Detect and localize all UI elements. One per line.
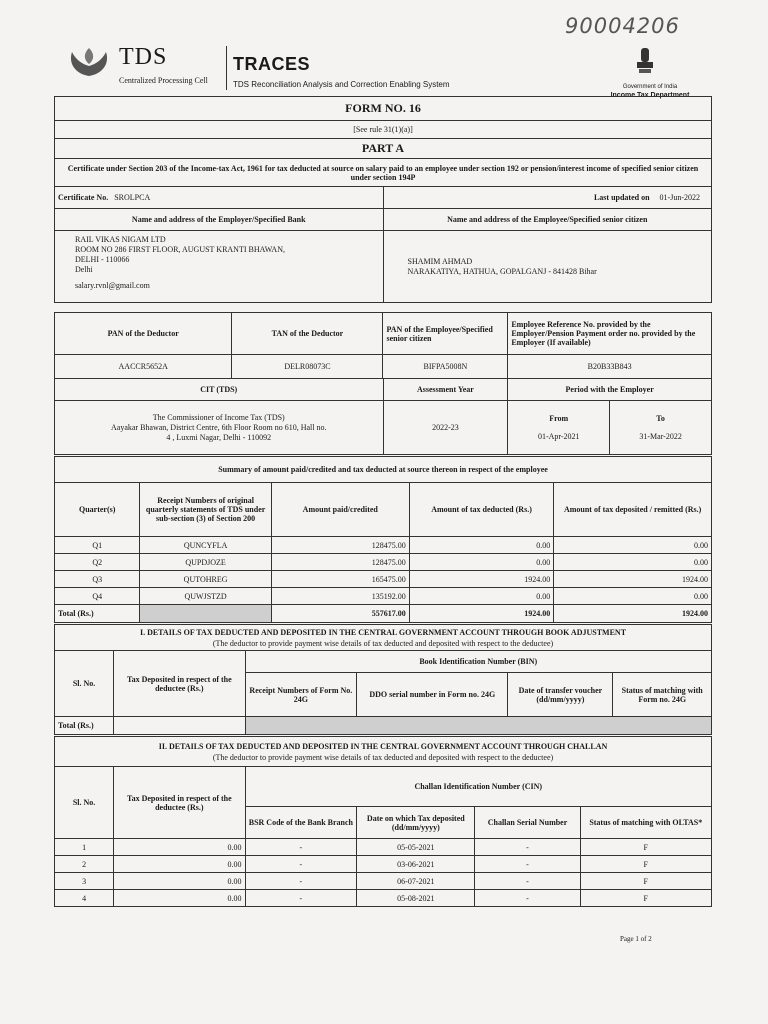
pan-deductor-label: PAN of the Deductor xyxy=(55,313,232,355)
deposit-date: 06-07-2021 xyxy=(357,873,475,890)
amount-paid: 128475.00 xyxy=(271,554,409,571)
oltas-status: F xyxy=(580,856,711,873)
tan: DELR08073C xyxy=(232,355,383,379)
pan-employee-label: PAN of the Employee/Specified senior citizen xyxy=(383,313,508,355)
period-from: 01-Apr-2021 xyxy=(537,431,580,441)
sl-no: 2 xyxy=(55,856,114,873)
quarter: Q4 xyxy=(55,588,140,605)
receipt-no: QUWJSTZD xyxy=(140,588,271,605)
handwritten-number: 90004206 xyxy=(565,14,680,38)
employer-line: ROOM NO 286 FIRST FLOOR, AUGUST KRANTI BHAWAN, xyxy=(75,245,285,254)
total-label: Total (Rs.) xyxy=(55,605,140,623)
tax-deposited: 0.00 xyxy=(554,588,712,605)
table-row xyxy=(55,856,712,873)
certificate-description: Certificate under Section 203 of the Income-tax Act, 1961 for tax deducted at source on salary paid to an employee under section 192 or pension/interest income of specified senior citizen under section 194P xyxy=(55,159,712,187)
employer-line: RAIL VIKAS NIGAM LTD xyxy=(75,235,166,244)
assessment-year: 2022-23 xyxy=(383,401,508,455)
summary-block xyxy=(54,456,712,623)
pan-deductor: AACCR5652A xyxy=(55,355,232,379)
table-row xyxy=(55,571,712,588)
quarter: Q1 xyxy=(55,537,140,554)
tax-deposited: 0.00 xyxy=(114,839,245,856)
table-row xyxy=(55,839,712,856)
emp-ref: B20B33B843 xyxy=(508,355,712,379)
oltas-status: F xyxy=(580,890,711,907)
tds-logo-sub: Centralized Processing Cell xyxy=(119,76,208,85)
receipt-no: QUTOHREG xyxy=(140,571,271,588)
period-label: Period with the Employer xyxy=(508,379,712,401)
part-a-block xyxy=(54,96,712,303)
book-col-header: Status of matching with Form no. 24G xyxy=(613,673,712,717)
book-tax-header: Tax Deposited in respect of the deductee (Rs.) xyxy=(114,651,245,717)
header xyxy=(62,44,722,99)
receipt-no: QUNCYFLA xyxy=(140,537,271,554)
page-number: Page 1 of 2 xyxy=(620,935,652,943)
tax-deducted: 0.00 xyxy=(409,554,554,571)
cit-line: Aayakar Bhawan, District Centre, 6th Floor Room no 610, Hall no. xyxy=(110,422,327,432)
tax-deposited: 0.00 xyxy=(114,890,245,907)
bin-header: Book Identification Number (BIN) xyxy=(245,651,711,673)
cit-line: 4 , Luxmi Nagar, Delhi - 110092 xyxy=(166,432,272,442)
tax-deducted: 0.00 xyxy=(409,588,554,605)
tax-deposited: 0.00 xyxy=(554,554,712,571)
sl-no: 1 xyxy=(55,839,114,856)
challan-serial: - xyxy=(475,873,580,890)
cit-address xyxy=(55,401,384,455)
pan-employee: BIFPA5008N xyxy=(383,355,508,379)
book-col-header: Date of transfer voucher (dd/mm/yyyy) xyxy=(508,673,613,717)
deposit-date: 05-08-2021 xyxy=(357,890,475,907)
employee-line: NARAKATIYA, HATHUA, GOPALGANJ - 841428 Bihar xyxy=(407,266,597,276)
tax-deposited: 0.00 xyxy=(114,873,245,890)
period-to-cell xyxy=(610,401,712,455)
challan-block xyxy=(54,736,712,907)
tax-deposited: 1924.00 xyxy=(554,571,712,588)
bsr-code: - xyxy=(245,890,357,907)
traces-subtitle: TDS Reconciliation Analysis and Correction Enabling System xyxy=(233,80,450,89)
sl-no: 3 xyxy=(55,873,114,890)
total-amount-paid: 557617.00 xyxy=(271,605,409,623)
summary-total-row xyxy=(55,605,712,623)
cit-line: The Commissioner of Income Tax (TDS) xyxy=(152,412,285,422)
book-col-header: DDO serial number in Form no. 24G xyxy=(357,673,508,717)
table-row xyxy=(55,873,712,890)
employee-header: Name and address of the Employee/Specified senior citizen xyxy=(383,209,712,231)
employer-header: Name and address of the Employer/Specified Bank xyxy=(55,209,384,231)
summary-col-header: Quarter(s) xyxy=(55,483,140,537)
certificate-no-cell xyxy=(55,187,384,209)
summary-title: Summary of amount paid/credited and tax deducted at source thereon in respect of the employee xyxy=(55,457,712,483)
emblem-icon xyxy=(635,46,655,80)
certificate-no: SROLPCA xyxy=(114,193,151,202)
amount-paid: 128475.00 xyxy=(271,537,409,554)
employer-line: DELHI - 110066 xyxy=(75,255,130,264)
cin-header: Challan Identification Number (CIN) xyxy=(245,767,711,807)
table-row xyxy=(55,588,712,605)
book-col-header: Receipt Numbers of Form No. 24G xyxy=(245,673,357,717)
amount-paid: 135192.00 xyxy=(271,588,409,605)
oltas-status: F xyxy=(580,873,711,890)
tax-deducted: 0.00 xyxy=(409,537,554,554)
employer-line: Delhi xyxy=(75,265,93,274)
total-tax-deposited: 1924.00 xyxy=(554,605,712,623)
employer-email: salary.rvnl@gmail.com xyxy=(75,281,150,290)
challan-serial: - xyxy=(475,890,580,907)
book-sl-header: Sl. No. xyxy=(55,651,114,717)
employee-address xyxy=(383,231,712,303)
challan-serial: - xyxy=(475,839,580,856)
challan-serial: - xyxy=(475,856,580,873)
table-row xyxy=(55,537,712,554)
book-total-value xyxy=(114,717,245,735)
to-label: To xyxy=(656,413,665,423)
bsr-code: - xyxy=(245,839,357,856)
employer-address xyxy=(55,231,384,303)
tax-deposited: 0.00 xyxy=(554,537,712,554)
tds-logo-text: TDS xyxy=(119,44,168,70)
total-tax-deducted: 1924.00 xyxy=(409,605,554,623)
emp-ref-label: Employee Reference No. provided by the Employer/Pension Payment order no. provided by the Employer (If available) xyxy=(508,313,712,355)
deposit-date: 05-05-2021 xyxy=(357,839,475,856)
amount-paid: 165475.00 xyxy=(271,571,409,588)
summary-col-header: Receipt Numbers of original quarterly statements of TDS under sub-section (3) of Section 200 xyxy=(140,483,271,537)
last-updated-cell xyxy=(383,187,712,209)
book-total-label: Total (Rs.) xyxy=(55,717,114,735)
quarter: Q3 xyxy=(55,571,140,588)
oltas-status: F xyxy=(580,839,711,856)
sl-no: 4 xyxy=(55,890,114,907)
table-row xyxy=(55,890,712,907)
ay-label: Assessment Year xyxy=(383,379,508,401)
cit-label: CIT (TDS) xyxy=(55,379,384,401)
itd-label: Income Tax Department xyxy=(610,92,690,99)
goi-label: Government of India xyxy=(622,84,678,90)
challan-subtitle: (The deductor to provide payment wise details of tax deducted and deposited with respect to the deductee) xyxy=(212,752,554,762)
form-rule: [See rule 31(1)(a)] xyxy=(55,121,712,139)
book-subtitle: (The deductor to provide payment wise details of tax deducted and deposited with respect to the deductee) xyxy=(212,638,554,648)
summary-col-header: Amount of tax deposited / remitted (Rs.) xyxy=(554,483,712,537)
tax-deposited: 0.00 xyxy=(114,856,245,873)
from-label: From xyxy=(549,413,569,423)
tax-deducted: 1924.00 xyxy=(409,571,554,588)
table-row xyxy=(55,554,712,571)
period-from-cell xyxy=(508,401,610,455)
cit-block xyxy=(54,378,712,455)
period-to: 31-Mar-2022 xyxy=(639,431,682,441)
part-title: PART A xyxy=(55,139,712,159)
challan-title-cell xyxy=(55,737,712,767)
tan-label: TAN of the Deductor xyxy=(232,313,383,355)
tds-logo-icon xyxy=(66,46,112,82)
certificate-no-label: Certificate No. xyxy=(58,193,109,202)
pan-tan-block xyxy=(54,312,712,379)
book-adjustment-block xyxy=(54,624,712,735)
header-divider xyxy=(226,46,227,90)
summary-col-header: Amount of tax deducted (Rs.) xyxy=(409,483,554,537)
last-updated: 01-Jun-2022 xyxy=(659,193,700,202)
challan-title: II. DETAILS OF TAX DEDUCTED AND DEPOSITED IN THE CENTRAL GOVERNMENT ACCOUNT THROUGH CHALLAN xyxy=(158,741,608,751)
challan-sl-header: Sl. No. xyxy=(55,767,114,839)
challan-col-header: Status of matching with OLTAS* xyxy=(580,807,711,839)
challan-col-header: Challan Serial Number xyxy=(475,807,580,839)
form-title: FORM NO. 16 xyxy=(55,97,712,121)
traces-title: TRACES xyxy=(233,54,311,74)
bsr-code: - xyxy=(245,873,357,890)
bsr-code: - xyxy=(245,856,357,873)
employee-line: SHAMIM AHMAD xyxy=(407,256,473,266)
last-updated-label: Last updated on xyxy=(593,193,650,202)
book-title-cell xyxy=(55,625,712,651)
summary-col-header: Amount paid/credited xyxy=(271,483,409,537)
challan-col-header: Date on which Tax deposited (dd/mm/yyyy) xyxy=(357,807,475,839)
receipt-no: QUPDJOZE xyxy=(140,554,271,571)
book-title: I. DETAILS OF TAX DEDUCTED AND DEPOSITED IN THE CENTRAL GOVERNMENT ACCOUNT THROUGH BOOK ADJUSTMENT xyxy=(139,627,627,637)
book-total-shaded xyxy=(245,717,711,735)
deposit-date: 03-06-2021 xyxy=(357,856,475,873)
challan-col-header: BSR Code of the Bank Branch xyxy=(245,807,357,839)
total-shaded-cell xyxy=(140,605,271,623)
challan-tax-header: Tax Deposited in respect of the deductee (Rs.) xyxy=(114,767,245,839)
quarter: Q2 xyxy=(55,554,140,571)
